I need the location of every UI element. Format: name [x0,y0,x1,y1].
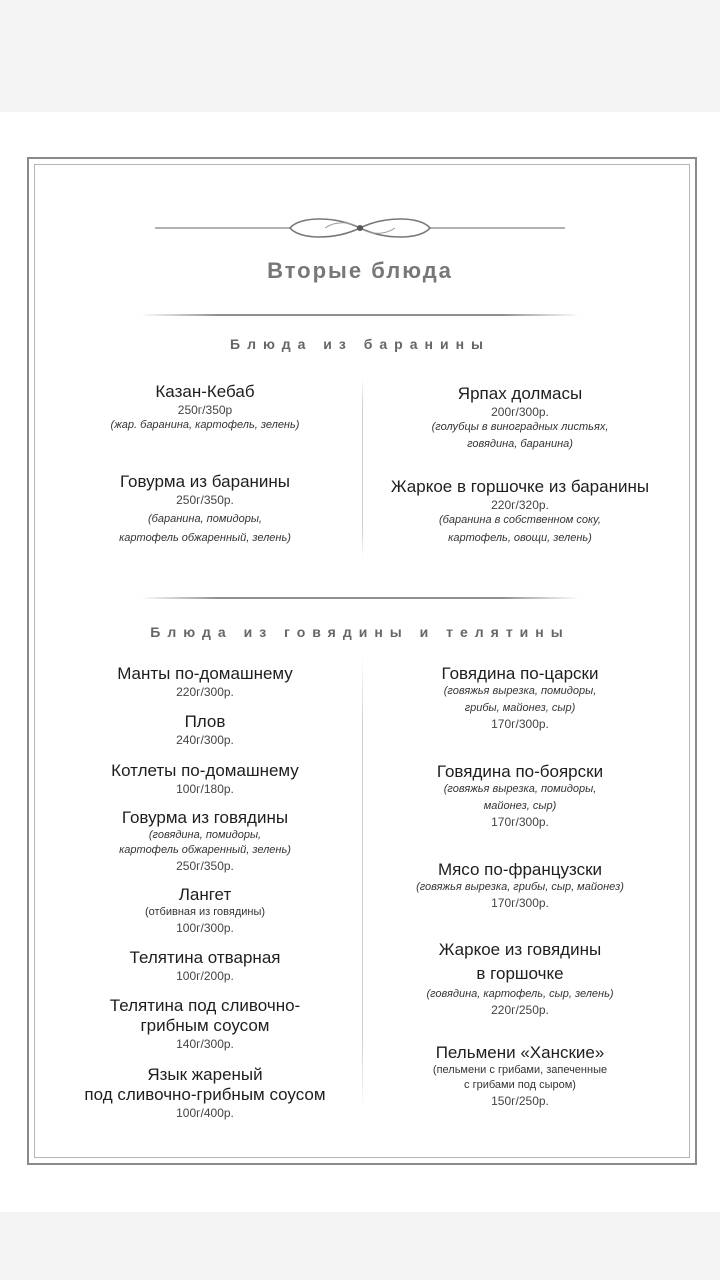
dish-name: Мясо по-французски [437,860,603,879]
dish-description: (баранина, помидоры, [148,513,262,525]
dish-description: (говяжья вырезка, грибы, сыр, майонез) [416,881,624,893]
dish-price: 170г/300р. [491,815,549,829]
dish-item [365,477,675,546]
dish-price: 100г/300р. [176,921,234,935]
dish-description: (говядина, помидоры, [148,829,262,841]
dish-item [365,762,675,830]
section-title-beef: Блюда из говядины и телятины [150,624,570,640]
dish-description: (отбивная из говядины) [144,906,266,918]
dish-price: 170г/300р. [491,717,549,731]
dish-item [365,384,675,452]
dish-description: (баранина в собственном соку, [439,514,601,526]
dish-item [50,382,360,433]
dish-price: 100г/200р. [176,969,234,983]
dish-item [365,1043,675,1109]
dish-price: 250г/350р. [176,859,234,873]
dish-description: с грибами под сыром) [464,1079,576,1091]
dish-description: картофель, овощи, зелень) [448,532,592,544]
dish-name: Язык жареный [147,1065,263,1084]
section-title-lamb: Блюда из баранины [230,336,490,352]
dish-price: 140г/300р. [176,1037,234,1051]
dish-price: 150г/250р. [491,1094,549,1108]
dish-item [365,860,675,911]
dish-item [50,1065,360,1121]
dish-name: Казан-Кебаб [155,382,255,401]
column-divider [362,378,363,558]
dish-price: 250г/350р. [176,493,234,507]
dish-name: Манты по-домашнему [117,664,293,683]
dish-name: Пельмени «Ханские» [435,1043,605,1062]
dish-item [50,472,360,546]
dish-price: 250г/350р [177,403,233,417]
dish-description: картофель обжаренный, зелень) [119,532,291,544]
dish-description: майонез, сыр) [483,800,557,812]
dish-name: Говядина по-боярски [436,762,604,781]
dish-description: (говяжья вырезка, помидоры, [443,685,597,697]
title-divider [140,314,580,316]
dish-item [50,761,360,797]
dish-item [50,808,360,874]
dish-name: Котлеты по-домашнему [111,761,299,780]
dish-name: Телятина отварная [129,948,281,967]
dish-item [365,664,675,732]
dish-description: (жар. баранина, картофель, зелень) [110,419,300,431]
dish-item [50,712,360,748]
flourish-ornament-icon [150,212,570,244]
dish-item [50,664,360,700]
dish-name: Лангет [178,885,232,904]
dish-description: (голубцы в виноградных листьях, [431,421,609,433]
dish-description: (говядина, картофель, сыр, зелень) [426,988,614,1000]
dish-price: 170г/300р. [491,896,549,910]
dish-price: 220г/320р. [491,498,549,512]
dish-description: (говяжья вырезка, помидоры, [443,783,597,795]
dish-name: Ярпах долмасы [457,384,583,403]
dish-name: Говядина по-царски [441,664,599,683]
dish-name: Говурма из баранины [119,472,291,491]
dish-name: Плов [184,712,226,731]
dish-item [50,948,360,984]
dish-description: картофель обжаренный, зелень) [119,844,291,856]
dish-price: 200г/300р. [491,405,549,419]
dish-name: в горшочке [476,964,564,983]
dish-price: 220г/250р. [491,1003,549,1017]
dish-price: 100г/180р. [176,782,234,796]
dish-name: Телятина под сливочно- [109,996,301,1015]
dish-name: Жаркое в горшочке из баранины [390,477,650,496]
dish-description: грибы, майонез, сыр) [464,702,576,714]
dish-description: (пельмени с грибами, запеченные [432,1064,608,1076]
column-divider [362,655,363,1110]
dish-name: Говурма из говядины [121,808,289,827]
dish-price: 240г/300р. [176,733,234,747]
dish-name: грибным соусом [140,1016,270,1035]
dish-price: 100г/400р. [176,1106,234,1120]
dish-name: Жаркое из говядины [438,940,602,959]
section-divider [140,597,580,599]
dish-item [365,940,675,1018]
dish-price: 220г/300р. [176,685,234,699]
page-title: Вторые блюда [267,258,453,283]
dish-item [50,996,360,1052]
dish-name: под сливочно-грибным соусом [84,1085,326,1104]
dish-description: говядина, баранина) [467,438,573,450]
dish-item [50,885,360,936]
